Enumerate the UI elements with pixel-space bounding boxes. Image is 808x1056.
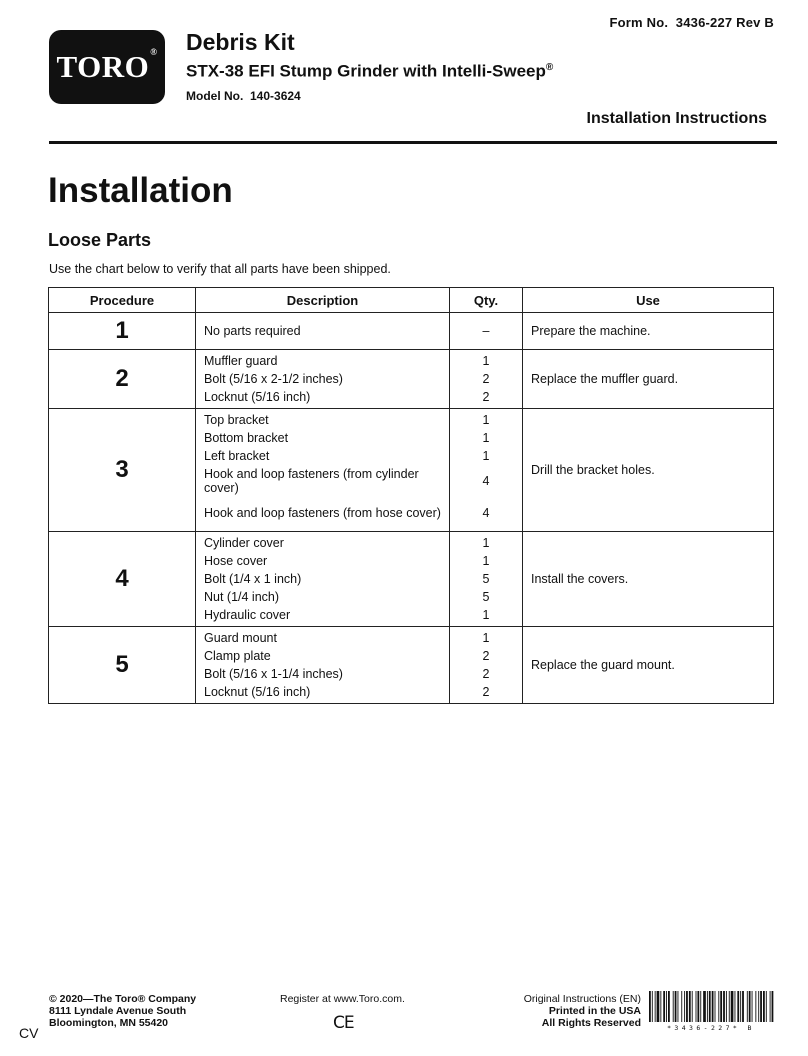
qty-item: 2 xyxy=(482,667,490,681)
header-procedure: Procedure xyxy=(49,288,196,313)
model-number-value: 140-3624 xyxy=(250,88,301,103)
qty-item: 1 xyxy=(482,554,490,568)
table-row xyxy=(49,350,774,409)
ce-mark-icon: CE xyxy=(333,1013,354,1033)
cv-label: CV xyxy=(19,1025,39,1041)
barcode-bar xyxy=(686,991,688,1022)
form-number xyxy=(610,15,774,30)
model-number xyxy=(186,89,553,103)
description-item: Bolt (5/16 x 2-1/2 inches) xyxy=(204,372,343,386)
description-item: Guard mount xyxy=(204,631,277,645)
barcode-bar xyxy=(729,991,730,1022)
header-rule xyxy=(49,141,777,144)
description-item: Nut (1/4 inch) xyxy=(204,590,280,604)
qty-item: 1 xyxy=(482,631,490,645)
barcode-bar xyxy=(758,991,759,1022)
barcode-bar xyxy=(657,991,660,1022)
barcode-bar xyxy=(715,991,716,1022)
header-use: Use xyxy=(523,288,774,313)
description-item: Cylinder cover xyxy=(204,536,284,550)
procedure-number: 5 xyxy=(49,627,196,704)
use-cell: Replace the guard mount. xyxy=(523,627,774,704)
barcode-bar xyxy=(709,991,711,1022)
description-item: Muffler guard xyxy=(204,354,278,368)
address-line-2: Bloomington, MN 55420 xyxy=(49,1017,169,1029)
description-item: Locknut (5/16 inch) xyxy=(204,685,311,699)
description-item: Locknut (5/16 inch) xyxy=(204,390,311,404)
qty-item: 1 xyxy=(482,608,490,622)
description-item: Hook and loop fasteners (from hose cover) xyxy=(204,506,441,520)
copyright-text: © 2020—The Toro® Company xyxy=(49,993,197,1005)
procedure-number: 4 xyxy=(49,532,196,627)
procedure-number: 3 xyxy=(49,409,196,532)
barcode-bar xyxy=(692,991,693,1022)
barcode-bar xyxy=(703,991,706,1022)
table-row xyxy=(49,409,774,532)
address-line-1: 8111 Lyndale Avenue South xyxy=(49,1005,187,1017)
qty-cell xyxy=(450,532,523,627)
barcode-bar xyxy=(742,991,744,1022)
footer-print-info xyxy=(524,993,641,1029)
use-cell: Drill the bracket holes. xyxy=(523,409,774,532)
barcode-bar xyxy=(668,991,670,1022)
use-cell: Replace the muffler guard. xyxy=(523,350,774,409)
description-item: Hook and loop fasteners (from cylinder cover) xyxy=(204,467,419,495)
description-item: Bolt (5/16 x 1-1/4 inches) xyxy=(204,667,343,681)
model-number-label: Model No. xyxy=(186,88,244,103)
barcode-bar xyxy=(655,991,656,1022)
document-title: Debris Kit xyxy=(186,29,295,55)
qty-cell xyxy=(450,350,523,409)
qty-item: 4 xyxy=(482,506,490,520)
barcode-bar xyxy=(649,991,651,1022)
barcode-bar xyxy=(681,991,682,1022)
barcode-bar xyxy=(697,991,699,1022)
header-qty: Qty. xyxy=(450,288,523,313)
barcode-bar xyxy=(760,991,762,1022)
qty-item: 2 xyxy=(482,390,490,404)
procedure-number: 1 xyxy=(49,313,196,350)
use-cell: Install the covers. xyxy=(523,532,774,627)
qty-item: 4 xyxy=(482,474,490,488)
barcode-bar xyxy=(766,991,767,1022)
logo-wordmark: TORO xyxy=(56,49,150,84)
qty-item: 1 xyxy=(482,354,490,368)
barcode-bar xyxy=(707,991,708,1022)
table-row xyxy=(49,627,774,704)
qty-cell xyxy=(450,409,523,532)
barcode-bar xyxy=(696,991,697,1022)
toro-logo-text xyxy=(57,49,158,85)
description-item: Hose cover xyxy=(204,554,268,568)
qty-item: 2 xyxy=(482,649,490,663)
form-number-label: Form No. xyxy=(609,15,669,30)
description-cell xyxy=(196,532,450,627)
barcode-bar xyxy=(752,991,753,1022)
barcode-bar xyxy=(763,991,765,1022)
barcode-bar xyxy=(772,991,774,1022)
barcode-bar xyxy=(700,991,701,1022)
description-cell xyxy=(196,409,450,532)
table-row xyxy=(49,313,774,350)
barcode-bar xyxy=(749,991,751,1022)
title-block xyxy=(186,28,553,103)
barcode-caption: *3436-227* B xyxy=(667,1024,755,1032)
description-item: Top bracket xyxy=(204,413,269,427)
description-cell xyxy=(196,313,450,350)
description-cell xyxy=(196,627,450,704)
barcode-bar xyxy=(726,991,727,1022)
qty-item: 1 xyxy=(482,413,490,427)
intro-text: Use the chart below to verify that all parts have been shipped. xyxy=(49,262,391,276)
qty-item: 2 xyxy=(482,685,490,699)
description-item: Clamp plate xyxy=(204,649,271,663)
barcode-bar xyxy=(663,991,665,1022)
barcode-bar xyxy=(673,991,674,1022)
barcode-bar xyxy=(747,991,748,1022)
barcode-bar xyxy=(770,991,771,1022)
qty-cell xyxy=(450,627,523,704)
description-cell xyxy=(196,350,450,409)
qty-item: – xyxy=(482,324,490,338)
description-item: No parts required xyxy=(204,324,301,338)
document-subtitle xyxy=(186,57,553,83)
table-row xyxy=(49,532,774,627)
form-number-value: 3436-227 Rev B xyxy=(675,15,774,30)
barcode-bar xyxy=(675,991,677,1022)
description-item: Bolt (1/4 x 1 inch) xyxy=(204,572,302,586)
barcode-bar xyxy=(660,991,661,1022)
description-item: Left bracket xyxy=(204,449,270,463)
description-item: Hydraulic cover xyxy=(204,608,291,622)
barcode-bar xyxy=(718,991,719,1022)
subtitle-registered-mark: ® xyxy=(545,62,554,73)
register-text: Register at www.Toro.com. xyxy=(280,993,405,1005)
original-instructions-text: Original Instructions (EN) xyxy=(523,993,641,1005)
barcode-bar xyxy=(737,991,739,1022)
barcode-bar xyxy=(666,991,667,1022)
qty-item: 1 xyxy=(482,431,490,445)
barcode-bar xyxy=(684,991,685,1022)
footer-company-info xyxy=(49,993,196,1029)
barcode-bar xyxy=(652,991,653,1022)
qty-item: 1 xyxy=(482,536,490,550)
section-title: Installation xyxy=(48,171,233,210)
rights-text: All Rights Reserved xyxy=(541,1017,641,1029)
qty-item: 1 xyxy=(482,449,490,463)
use-cell: Prepare the machine. xyxy=(523,313,774,350)
qty-cell xyxy=(450,313,523,350)
loose-parts-table xyxy=(48,287,774,704)
qty-item: 5 xyxy=(482,572,490,586)
table-header-row xyxy=(49,288,774,313)
barcode-bar xyxy=(723,991,725,1022)
subtitle-text: STX-38 EFI Stump Grinder with Intelli-Sweep xyxy=(186,61,546,81)
subsection-title: Loose Parts xyxy=(48,230,152,250)
barcode-bar xyxy=(720,991,722,1022)
barcode-bar xyxy=(689,991,691,1022)
barcode-bar xyxy=(755,991,756,1022)
logo-registered-mark: ® xyxy=(150,47,158,57)
printed-in-text: Printed in the USA xyxy=(548,1005,641,1017)
qty-item: 5 xyxy=(482,590,490,604)
barcode-bar xyxy=(678,991,679,1022)
description-item: Bottom bracket xyxy=(204,431,289,445)
qty-item: 2 xyxy=(482,372,490,386)
barcode-bar xyxy=(735,991,736,1022)
document-type: Installation Instructions xyxy=(586,110,767,127)
barcode-bar xyxy=(731,991,734,1022)
header-description: Description xyxy=(196,288,450,313)
toro-logo xyxy=(49,30,165,104)
procedure-number: 2 xyxy=(49,350,196,409)
barcode-bar xyxy=(712,991,714,1022)
barcode-bar xyxy=(740,991,741,1022)
